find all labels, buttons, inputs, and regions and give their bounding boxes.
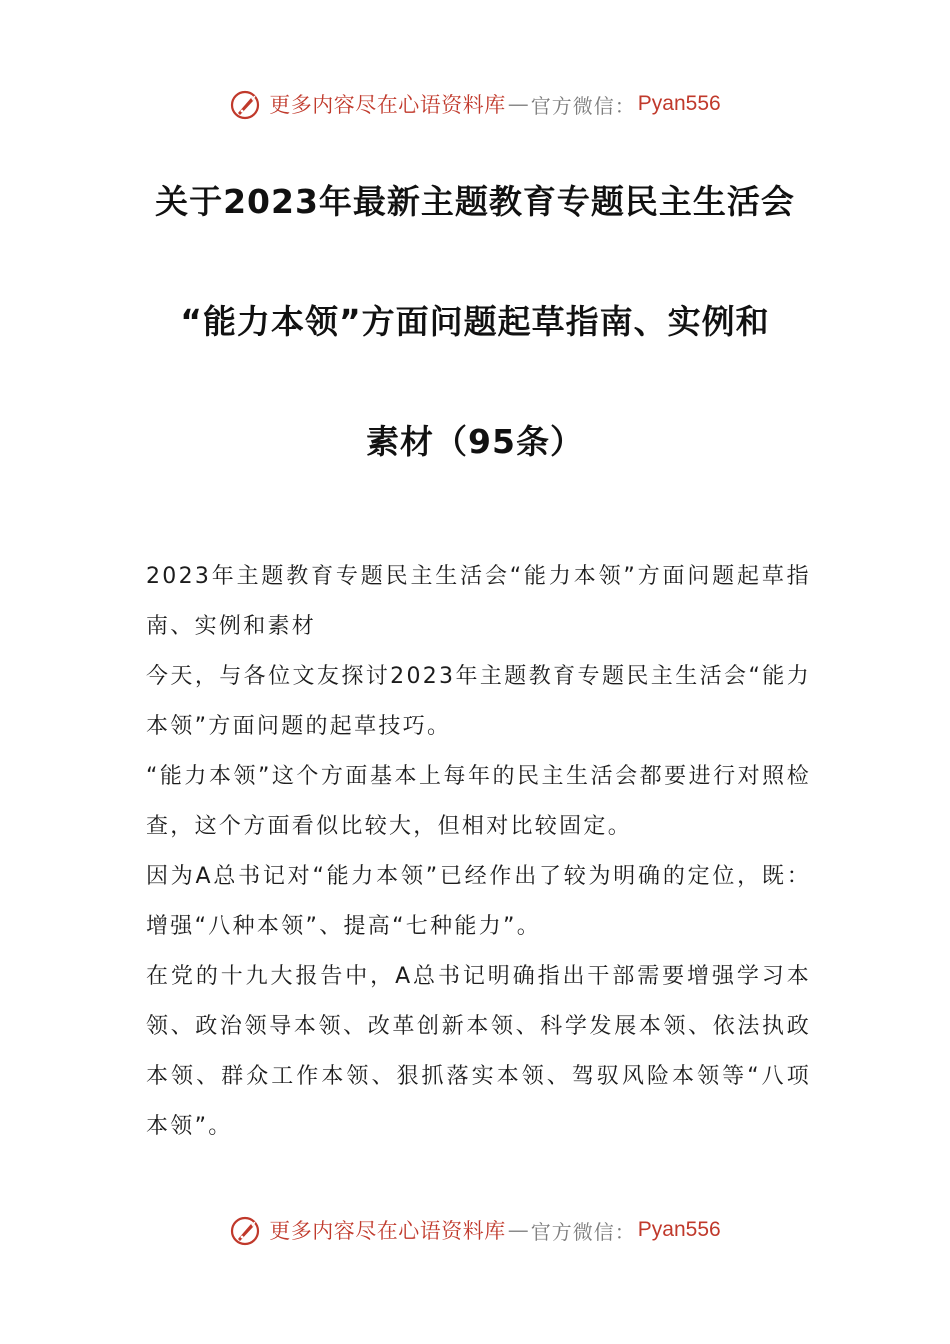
document-title-line-1: 关于2023年最新主题教育专题民主生活会 (155, 182, 795, 221)
body-paragraph-3: “能力本领”这个方面基本上每年的民主生活会都要进行对照检查，这个方面看似比较大，但相对比较固定。 (146, 764, 811, 839)
watermark-handle: Pyan556 (637, 1218, 721, 1241)
document-title-line-2: “能力本领”方面问题起草指南、实例和 (180, 302, 770, 341)
watermark-banner-bottom (0, 1210, 950, 1250)
watermark-brand: 更多内容尽在心语资料库 (269, 1219, 506, 1243)
pen-nib-circle-icon (229, 86, 265, 122)
body-paragraph-4: 因为A总书记对“能力本领”已经作出了较为明确的定位，既：增强“八种本领”、提高“七种能力”。 (146, 864, 811, 939)
document-title-line-3: 素材（95条） (366, 422, 584, 461)
watermark-banner-top (0, 84, 950, 124)
pen-nib-circle-icon (229, 1212, 265, 1248)
document-body (146, 552, 811, 1152)
watermark-handle: Pyan556 (637, 92, 721, 115)
watermark-dash: — (507, 92, 529, 116)
watermark-brand: 更多内容尽在心语资料库 (269, 93, 506, 117)
body-paragraph-5: 在党的十九大报告中，A总书记明确指出干部需要增强学习本领、政治领导本领、改革创新本领、科学发展本领、依法执政本领、群众工作本领、狠抓落实本领、驾驭风险本领等“八项本领”。 (146, 964, 811, 1139)
body-paragraph-1: 2023年主题教育专题民主生活会“能力本领”方面问题起草指南、实例和素材 (146, 564, 811, 639)
watermark-dash: — (507, 1218, 529, 1242)
body-paragraph-2: 今天，与各位文友探讨2023年主题教育专题民主生活会“能力本领”方面问题的起草技巧。 (146, 664, 811, 739)
watermark-official: 官方微信： (530, 1219, 636, 1244)
watermark-official: 官方微信： (530, 93, 636, 118)
